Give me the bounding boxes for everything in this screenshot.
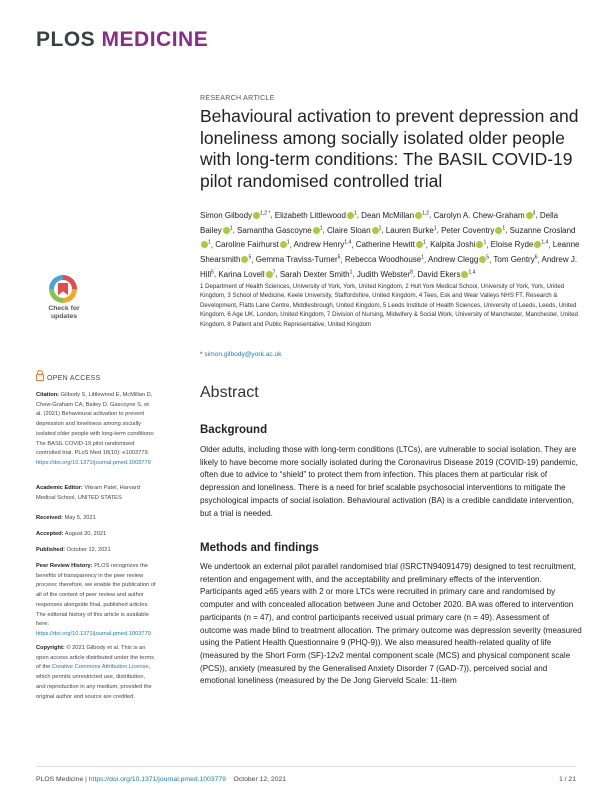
published-value: October 12, 2021 xyxy=(66,547,111,553)
author[interactable] xyxy=(491,240,549,249)
author-name: Andrew Clegg xyxy=(428,255,479,265)
footer-divider xyxy=(36,766,576,767)
orcid-icon[interactable] xyxy=(280,241,287,248)
affiliations: 1 Department of Health Sciences, University of York, York, United Kingdom, 2 Hull York Medical School, University of York, York, United Kingdom, 3 School of Medicine, Keele University, Staffordshire, United Kingdom, 4 Tees, Esk and Wear Valleys NHS FT, Research & Development, Flatts Lane Centre, Middlesbrough, United Kingdom, 5 Leeds Institute of Health Sciences, University of Leeds, Leeds, United Kingdom, 6 Age UK, London, United Kingdom, 7 Division of Nursing, Midwifery & Social Work, University of Manchester, Manchester, United Kingdom, 8 Patient and Public Representative, United Kingdom xyxy=(200,283,578,328)
orcid-icon[interactable] xyxy=(313,227,320,234)
journal-logo[interactable] xyxy=(36,28,208,52)
author-name: Catherine Hewitt xyxy=(355,240,415,250)
author-name: Claire Sloan xyxy=(326,225,371,235)
author[interactable] xyxy=(357,270,413,279)
author-affiliation-marker: 5 xyxy=(211,269,214,276)
author-affiliation-marker: 1 xyxy=(319,224,323,231)
author-name: David Ekers xyxy=(417,270,461,280)
author[interactable] xyxy=(294,240,352,249)
author-affiliation-marker: 1 xyxy=(208,239,211,246)
citation-doi-link[interactable]: https://doi.org/10.1371/journal.pmed.1003779 xyxy=(36,459,151,466)
author[interactable] xyxy=(200,211,270,220)
author-affiliation-marker: 1 xyxy=(483,239,487,246)
author-name: Rebecca Woodhouse xyxy=(344,255,422,265)
author-name: Suzanne Crosland xyxy=(509,225,576,235)
copyright-text: © 2021 Gilbody et al. This is an open access article distributed under the terms of the xyxy=(36,645,154,671)
copyright-label: Copyright: xyxy=(36,645,65,651)
methods-text: We undertook an external pilot parallel randomised trial (ISRCTN94091479) designed to test recruitment, retention and engagement with, and the acceptability and preliminary effects of the intervention. Participants aged ≥65 years with 2 or more LTCs were recruited in primary care and randomised by computer and with concealed allocation between June and October 2020. BA was offered to intervention participants (n = 47), and control participants received usual primary care (n = 49). Assessment of outcome was made blind to treatment allocation. The primary outcome was depression severity (measured using the Patient Health Questionnaire 9 (PHQ-9)). We also measured health-related quality of life (measured by the Short Form (SF)-12v2 mental component scale (MCS) and physical component scale (PCS)), anxiety (measured by the Generalised Anxiety Disorder 7 (GAD-7)), perceived social and emotional loneliness (measured by the De Jong Gierveld Scale: 11-item xyxy=(200,562,582,686)
orcid-icon[interactable] xyxy=(526,212,533,219)
orcid-icon[interactable] xyxy=(201,241,208,248)
footer-citation xyxy=(36,776,286,783)
author-name: Simon Gilbody xyxy=(200,210,253,220)
author-affiliation-marker: 1 xyxy=(422,239,426,246)
published-label: Published: xyxy=(36,547,66,553)
author[interactable] xyxy=(433,211,535,220)
author-affiliation-marker: 1 xyxy=(433,224,437,231)
author-name: Dean McMillan xyxy=(361,210,415,220)
received-value: May 5, 2021 xyxy=(64,515,96,521)
accepted-label: Accepted: xyxy=(36,531,64,537)
orcid-icon[interactable] xyxy=(253,212,260,219)
check-updates-label: Check for updates xyxy=(48,305,80,320)
orcid-icon[interactable] xyxy=(223,227,230,234)
copyright-text-end: , which permits unrestricted use, distribution, and reproduction in any medium, provided the original author and source are credited. xyxy=(36,664,152,700)
author-affiliation-marker: 5 xyxy=(248,254,252,261)
author-name: Eloise Ryde xyxy=(490,240,534,250)
peer-review-text: PLOS recognizes the benefits of transparency in the peer review process; therefore, we enable the publication of all of the content of peer review and author responses alongside final, published articles. The editorial history of this article is available here: xyxy=(36,563,156,628)
received-label: Received: xyxy=(36,515,63,521)
author-affiliation-marker: 6 xyxy=(534,254,538,261)
orcid-icon[interactable] xyxy=(266,271,273,278)
author[interactable] xyxy=(361,211,429,220)
author-name: Lauren Burke xyxy=(385,225,434,235)
author[interactable] xyxy=(275,211,357,220)
editor-label: Academic Editor: xyxy=(36,485,83,491)
orcid-icon[interactable] xyxy=(372,227,379,234)
open-lock-icon xyxy=(36,374,44,381)
author-affiliation-marker: 1,2 * xyxy=(260,210,271,216)
abstract-heading: Abstract xyxy=(200,384,259,401)
author-name: Andrew Henry xyxy=(293,240,345,250)
author[interactable] xyxy=(417,270,475,279)
author-affiliation-marker: 8 xyxy=(410,269,413,276)
author-affiliation-marker: 1 xyxy=(286,239,290,246)
author[interactable] xyxy=(428,255,489,264)
author-name: Tom Gentry xyxy=(493,255,535,265)
author-list: Simon Gilbody $^{1,2 *}$, Elizabeth Littlewood $^1$, Dean McMillan $^{1,2}$, Carolyn A. Chew-Graham $^3$, Della Bailey $^1$, Samantha Gascoyne $^1$, Claire Sloan $^1$, Lauren Burke$^1$, Peter Coventry $^1$, Suzanne Crosland$^1$, Caroline Fairhurst $^1$, Andrew Henry$^{1,4}$, Catherine Hewitt $^1$, Kalpita Joshi $^1$, Eloise Ryde $^{1,4}$, Leanne Shearsmith $^5$, Gemma Traviss-Turner$^5$, Rebecca Woodhouse$^1$, Andrew Clegg $^5$, Tom Gentry$^6$, Andrew J. Hill$^5$, Karina Lovell $^7$, Sarah Dexter Smith$^1$, Judith Webster$^8$, David Ekers $^{1,4}$ xyxy=(200,210,580,280)
author-affiliation-marker: 5 xyxy=(337,254,341,261)
orcid-icon[interactable] xyxy=(347,212,354,219)
editor-text: Vikram Patel, Harvard Medical School, UNITED STATES xyxy=(36,485,140,501)
author-name: Leanne Shearsmith xyxy=(200,240,580,265)
open-access-badge xyxy=(36,374,100,382)
author[interactable] xyxy=(280,270,353,279)
correspondence-marker: * xyxy=(200,351,203,358)
logo-medicine: MEDICINE xyxy=(101,28,209,51)
author-affiliation-marker: 7 xyxy=(272,269,276,276)
author-affiliation-marker: 5 xyxy=(486,254,490,261)
author-affiliation-marker: 3 xyxy=(532,210,536,216)
author-name: Gemma Traviss-Turner xyxy=(255,255,338,265)
citation-label: Citation: xyxy=(36,392,60,398)
author-affiliation-marker: 1 xyxy=(378,224,382,231)
author[interactable] xyxy=(218,270,275,279)
methods-heading: Methods and findings xyxy=(200,542,319,554)
logo-plos: PLOS xyxy=(36,28,96,51)
author-name: Karina Lovell xyxy=(218,270,265,280)
author-affiliation-marker: 1 xyxy=(502,224,506,231)
peer-review-link[interactable]: https://doi.org/10.1371/journal.pmed.1003779 xyxy=(36,630,151,637)
orcid-icon[interactable] xyxy=(416,241,423,248)
citation-text: Gilbody S, Littlewood E, McMillan D, Chew-Graham CA, Bailey D, Gascoyne S, et al. (2021) Behavioural activation to prevent depression and loneliness among socially isolated older people with long-term conditions: The BASIL COVID-19 pilot randomised controlled trial. PLoS Med 18(10): e1003779. xyxy=(36,392,155,457)
background-heading: Background xyxy=(200,424,268,436)
author-affiliation-marker: 1 xyxy=(421,254,425,261)
author[interactable] xyxy=(386,226,437,235)
article-title: Behavioural activation to prevent depression and loneliness among socially isolated older people with long-term conditions: The BASIL COVID-19 pilot randomised controlled trial xyxy=(200,106,579,191)
page-number: 1 / 21 xyxy=(558,776,576,783)
author[interactable] xyxy=(356,240,426,249)
background-text: Older adults, including those with long-term conditions (LTCs), are vulnerable to social isolation. They are likely to have become more socially isolated during the Coronavirus Disease 2019 (COVID-19) pandemic, often due to advice to “shield” to protect them from infection. This places them at particular risk of depression and loneliness. There is a need for brief scalable psychosocial interventions to mitigate the psychological impacts of social isolation. Behavioural activation (BA) is a credible candidate intervention, but a trial is needed. xyxy=(200,445,578,518)
citation-block xyxy=(36,391,156,469)
author[interactable] xyxy=(493,255,537,264)
author-affiliation-marker: 1,4 xyxy=(344,239,352,246)
author[interactable] xyxy=(256,255,341,264)
accepted-value: August 20, 2021 xyxy=(64,531,107,537)
author-name: Sarah Dexter Smith xyxy=(279,270,350,280)
accepted-date xyxy=(36,530,156,540)
published-date xyxy=(36,546,156,556)
correspondence xyxy=(200,351,281,358)
license-link[interactable]: Creative Commons Attribution License xyxy=(51,664,149,671)
peer-review-label: Peer Review History: xyxy=(36,563,93,569)
correspondence-email[interactable]: simon.gilbody@york.ac.uk xyxy=(204,351,282,358)
author-name: Della Bailey xyxy=(200,210,559,235)
author-affiliation-marker: 1 xyxy=(349,269,353,276)
academic-editor xyxy=(36,484,156,503)
author-affiliation-marker: 1,4 xyxy=(541,239,549,246)
footer-separator: | xyxy=(83,776,89,783)
author[interactable] xyxy=(430,240,486,249)
author-affiliation-marker: 1 xyxy=(353,210,357,216)
author-name: Judith Webster xyxy=(356,270,411,280)
copyright-block xyxy=(36,644,156,702)
author[interactable] xyxy=(345,255,424,264)
author[interactable] xyxy=(237,226,323,235)
author[interactable] xyxy=(215,240,289,249)
author[interactable] xyxy=(441,226,505,235)
author-name: Elizabeth Littlewood xyxy=(274,210,346,220)
open-access-label: OPEN ACCESS xyxy=(47,375,101,382)
author-affiliation-marker: 1,2 xyxy=(422,210,430,216)
author-name: Peter Coventry xyxy=(441,225,495,235)
peer-review-history xyxy=(36,562,156,640)
author-affiliation-marker: 1 xyxy=(229,224,233,231)
author-affiliation-marker: 1,4 xyxy=(468,269,476,276)
article-type: RESEARCH ARTICLE xyxy=(200,95,275,102)
check-for-updates-badge[interactable] xyxy=(40,275,88,327)
author-name: Kalpita Joshi xyxy=(430,240,476,250)
footer-doi-link[interactable]: https://doi.org/10.1371/journal.pmed.1003779 xyxy=(88,776,226,783)
author[interactable] xyxy=(327,226,381,235)
author-name: Samantha Gascoyne xyxy=(237,225,312,235)
author-name: Andrew J. Hill xyxy=(200,255,578,280)
footer-journal: PLOS Medicine xyxy=(36,776,84,783)
author-name: Carolyn A. Chew-Graham xyxy=(433,210,525,220)
author-name: Caroline Fairhurst xyxy=(215,240,279,250)
received-date xyxy=(36,514,156,524)
footer-date: October 12, 2021 xyxy=(233,776,287,783)
